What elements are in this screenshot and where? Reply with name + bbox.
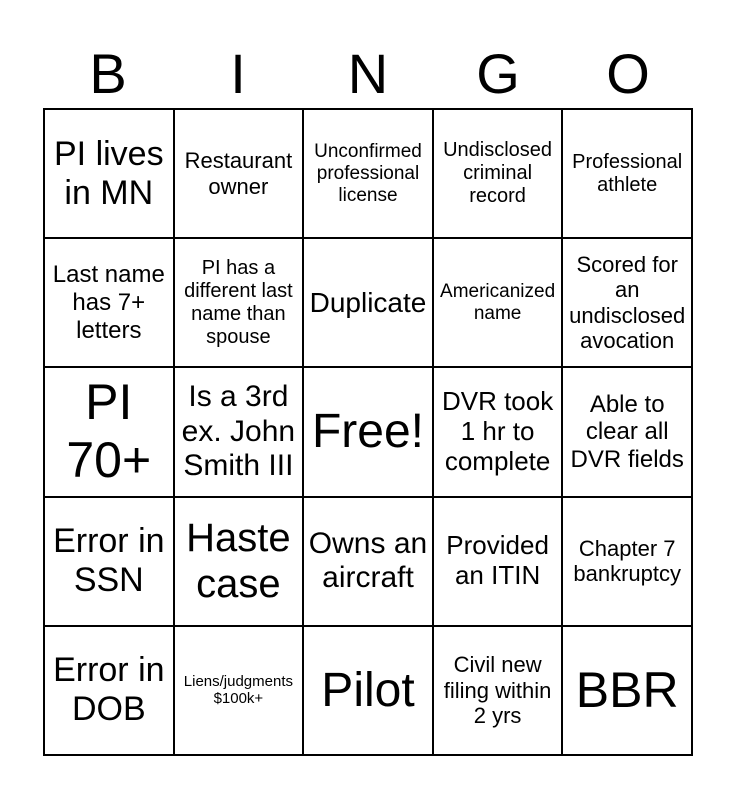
bingo-cell[interactable] bbox=[433, 497, 563, 626]
bingo-cell[interactable] bbox=[303, 109, 433, 238]
bingo-cell[interactable] bbox=[562, 626, 692, 755]
bingo-cell-text: Owns an aircraft bbox=[308, 526, 428, 595]
bingo-cell-text: Chapter 7 bankruptcy bbox=[573, 535, 681, 587]
bingo-header bbox=[43, 40, 693, 108]
bingo-cell[interactable] bbox=[562, 238, 692, 367]
bingo-cell[interactable] bbox=[44, 497, 174, 626]
bingo-cell[interactable] bbox=[44, 109, 174, 238]
bingo-cell-text: Provided an ITIN bbox=[446, 530, 549, 591]
bingo-cell[interactable] bbox=[433, 367, 563, 496]
bingo-cell-text: PI lives in MN bbox=[54, 134, 164, 212]
bingo-cell-free[interactable] bbox=[303, 367, 433, 496]
bingo-cell-text: Haste case bbox=[186, 516, 291, 607]
bingo-grid bbox=[43, 108, 693, 756]
bingo-cell[interactable] bbox=[44, 626, 174, 755]
header-letter-i: I bbox=[230, 42, 246, 105]
bingo-cell-text: Able to clear all DVR fields bbox=[570, 390, 684, 473]
bingo-cell[interactable] bbox=[174, 109, 304, 238]
bingo-cell[interactable] bbox=[174, 497, 304, 626]
bingo-cell-text: Liens/judgments $100k+ bbox=[183, 673, 293, 708]
header-letter-b: B bbox=[89, 42, 127, 105]
bingo-cell-text: Pilot bbox=[321, 663, 415, 717]
bingo-cell[interactable] bbox=[303, 626, 433, 755]
bingo-cell-text: Restaurant owner bbox=[184, 148, 293, 199]
bingo-cell-text: BBR bbox=[575, 661, 679, 718]
bingo-cell[interactable] bbox=[433, 109, 563, 238]
header-letter-o: O bbox=[606, 42, 650, 105]
bingo-cell-text: Unconfirmed professional license bbox=[314, 140, 422, 206]
bingo-cell-text: Error in DOB bbox=[53, 651, 165, 729]
bingo-cell-text: Undisclosed criminal record bbox=[443, 139, 553, 208]
bingo-cell-text: PI 70+ bbox=[66, 374, 152, 488]
bingo-cell[interactable] bbox=[174, 238, 304, 367]
bingo-cell-text: PI has a different last name than spouse bbox=[184, 256, 293, 348]
bingo-cell[interactable] bbox=[44, 367, 174, 496]
bingo-cell[interactable] bbox=[44, 238, 174, 367]
bingo-cell[interactable] bbox=[303, 497, 433, 626]
bingo-cell[interactable] bbox=[562, 367, 692, 496]
bingo-cell-text: Scored for an undisclosed avocation bbox=[569, 252, 686, 354]
bingo-cell[interactable] bbox=[174, 367, 304, 496]
bingo-cell-text: Is a 3rd ex. John Smith III bbox=[181, 380, 296, 483]
bingo-cell-text: Americanized name bbox=[440, 280, 556, 324]
bingo-cell-text: Last name has 7+ letters bbox=[52, 261, 165, 344]
bingo-cell[interactable] bbox=[433, 238, 563, 367]
bingo-cell-text: DVR took 1 hr to complete bbox=[441, 386, 554, 476]
bingo-cell-text: Duplicate bbox=[309, 286, 427, 318]
bingo-cell[interactable] bbox=[433, 626, 563, 755]
bingo-cell[interactable] bbox=[174, 626, 304, 755]
bingo-cell-text: Error in SSN bbox=[53, 522, 165, 600]
bingo-cell[interactable] bbox=[303, 238, 433, 367]
header-letter-n: N bbox=[347, 42, 389, 105]
bingo-cell-text: Civil new filing within 2 yrs bbox=[443, 652, 552, 729]
header-letter-g: G bbox=[476, 42, 520, 105]
bingo-cell-text: Free! bbox=[311, 405, 424, 459]
bingo-cell[interactable] bbox=[562, 497, 692, 626]
bingo-cell-text: Professional athlete bbox=[572, 150, 683, 196]
bingo-cell[interactable] bbox=[562, 109, 692, 238]
